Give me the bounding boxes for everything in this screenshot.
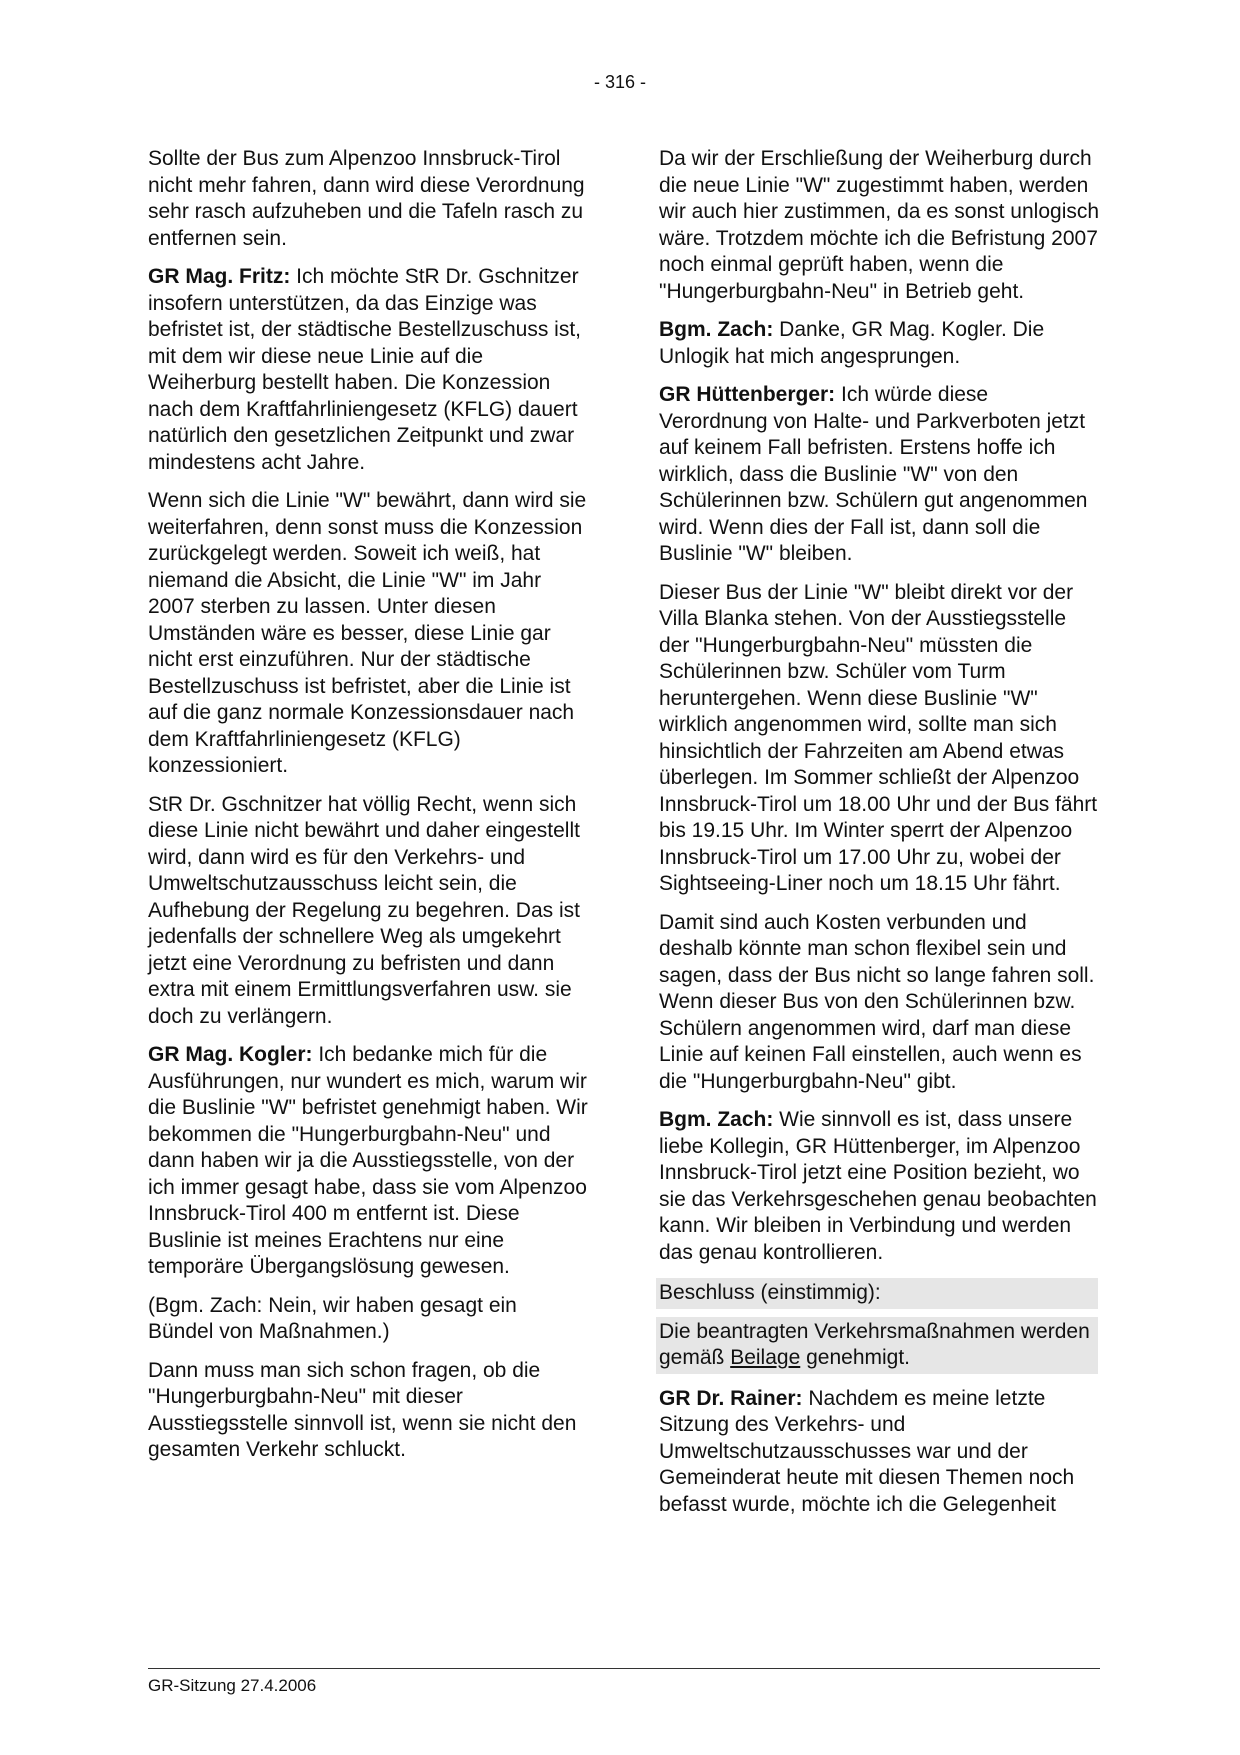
- paragraph: Damit sind auch Kosten verbunden und deshalb könnte man schon flexibel sein und sagen, dass der Bus nicht so lange fahren soll. Wenn dieser Bus von den Schülerinnen bzw. Schülern angenommen wird, darf man diese Linie auf keinen Fall einstellen, auch wenn es die "Hungerburgbahn-Neu" gibt.: [659, 910, 1095, 1093]
- beilage-link[interactable]: Beilage: [730, 1346, 801, 1369]
- paragraph: (Bgm. Zach: Nein, wir haben gesagt ein Bündel von Maßnahmen.): [148, 1293, 517, 1343]
- footer-divider: [148, 1668, 1100, 1669]
- paragraph: Wenn sich die Linie "W" bewährt, dann wird sie weiterfahren, denn sonst muss die Konzession zurückgelegt werden. Soweit ich weiß, hat niemand die Absicht, die Linie "W" im Jahr 2007 sterben zu lassen. Unter diesen Umständen wäre es besser, diese Linie gar nicht erst einzuführen. Nur der städtische Bestellzuschuss ist befristet, aber die Linie ist auf die ganz normale Konzessionsdauer nach dem Kraftfahrliniengesetz (KFLG) konzessioniert.: [148, 489, 587, 777]
- paragraph: [659, 317, 1101, 370]
- paragraph-text: Ich bedanke mich für die Ausführungen, nur wundert es mich, warum wir die Buslinie "W" befristet genehmigt haben. Wir bekommen die "Hungerburgbahn-Neu" und dann haben wir ja die Ausstiegsstelle, von der ich immer gesagt habe, dass sie vom Alpenzoo Innsbruck-Tirol 400 m entfernt ist. Diese Buslinie ist meines Erachtens nur eine temporäre Übergangslösung gewesen.: [148, 1043, 588, 1278]
- paragraph-text: Wie sinnvoll es ist, dass unsere liebe Kollegin, GR Hüttenberger, im Alpenzoo Innsbruck-Tirol jetzt eine Position bezieht, wo sie das Verkehrsgeschehen genau beobachten kann. Wir bleiben in Verbindung und werden das genau kontrollieren.: [659, 1108, 1097, 1264]
- paragraph: [148, 1042, 588, 1281]
- paragraph: [659, 382, 1101, 568]
- speaker-name: GR Mag. Fritz:: [148, 265, 291, 288]
- footer-text: GR-Sitzung 27.4.2006: [148, 1676, 317, 1695]
- paragraph: Dieser Bus der Linie "W" bleibt direkt vor der Villa Blanka stehen. Von der Ausstiegsstelle der "Hungerburgbahn-Neu" müssten die Schülerinnen bzw. Schüler vom Turm heruntergehen. Wenn diese Buslinie "W" wirklich angenommen wird, sollte man sich hinsichtlich der Fahrzeiten am Abend etwas überlegen. Im Sommer schließt der Alpenzoo Innsbruck-Tirol um 18.00 Uhr und der Bus fährt bis 19.15 Uhr. Im Winter sperrt der Alpenzoo Innsbruck-Tirol um 17.00 Uhr zu, wobei der Sightseeing-Liner noch um 18.15 Uhr fährt.: [659, 580, 1098, 895]
- decision-box: [656, 1278, 1098, 1374]
- speaker-name: GR Dr. Rainer:: [659, 1386, 803, 1410]
- page-number: - 316 -: [593, 72, 647, 92]
- speaker-name: GR Hüttenberger:: [659, 383, 836, 406]
- paragraph: Sollte der Bus zum Alpenzoo Innsbruck-Tirol nicht mehr fahren, dann wird diese Verordnung sehr rasch aufzuheben und die Tafeln rasch zu entfernen sein.: [148, 147, 585, 250]
- paragraph: [148, 264, 588, 476]
- decision-text-part: genehmigt.: [800, 1346, 911, 1369]
- paragraph: Dann muss man sich schon fragen, ob die "Hungerburgbahn-Neu" mit dieser Ausstiegsstelle sinnvoll ist, wenn sie nicht den gesamten Verkehr schluckt.: [148, 1358, 577, 1461]
- left-column: [148, 146, 588, 1476]
- right-column: [659, 146, 1101, 1530]
- speaker-name: Bgm. Zach:: [659, 1108, 774, 1131]
- paragraph-text: Ich würde diese Verordnung von Halte- und Parkverboten jetzt auf keinem Fall befristen. Erstens hoffe ich wirklich, dass die Buslinie "W" von den Schülerinnen bzw. Schülern gut angenommen wird. Wenn dies der Fall ist, dann soll die Buslinie "W" bleiben.: [659, 383, 1088, 565]
- paragraph-text: Ich möchte StR Dr. Gschnitzer insofern unterstützen, da das Einzige was befristet ist, der städtische Bestellzuschuss ist, mit dem wir diese neue Linie auf die Weiherburg bestellt haben. Die Konzession nach dem Kraftfahrliniengesetz (KFLG) dauert natürlich den gesetzlichen Zeitpunkt und zwar mindestens acht Jahre.: [148, 265, 582, 474]
- paragraph-text: Nachdem es meine letzte Sitzung des Verkehrs- und Umweltschutzausschusses war und der Gemeinderat heute mit diesen Themen noch befasst wurde, möchte ich die Gelegenheit: [659, 1386, 1075, 1516]
- decision-label: Beschluss (einstimmig):: [659, 1281, 881, 1304]
- speaker-name: Bgm. Zach:: [659, 318, 774, 341]
- paragraph: Da wir der Erschließung der Weiherburg durch die neue Linie "W" zugestimmt haben, werden wir auch hier zustimmen, da es sonst unlogisch wäre. Trotzdem möchte ich die Befristung 2007 noch einmal geprüft haben, wenn die "Hungerburgbahn-Neu" in Betrieb geht.: [659, 147, 1100, 303]
- speaker-name: GR Mag. Kogler:: [148, 1043, 313, 1066]
- decision-text-part: Die beantragten Verkehrsmaßnahmen werden gemäß: [659, 1319, 1090, 1369]
- paragraph-text: Danke, GR Mag. Kogler. Die Unlogik hat mich angesprungen.: [659, 318, 1045, 368]
- paragraph: StR Dr. Gschnitzer hat völlig Recht, wenn sich diese Linie nicht bewährt und daher eingestellt wird, dann wird es für den Verkehrs- und Umweltschutzausschuss leicht sein, die Aufhebung der Regelung zu begehren. Das ist jedenfalls der schnellere Weg als umgekehrt jetzt eine Verordnung zu befristen und dann extra mit einem Ermittlungsverfahren usw. sie doch zu verlängern.: [148, 792, 580, 1028]
- paragraph: [659, 1107, 1101, 1266]
- decision-text: [656, 1309, 1098, 1374]
- paragraph: [659, 1386, 1101, 1519]
